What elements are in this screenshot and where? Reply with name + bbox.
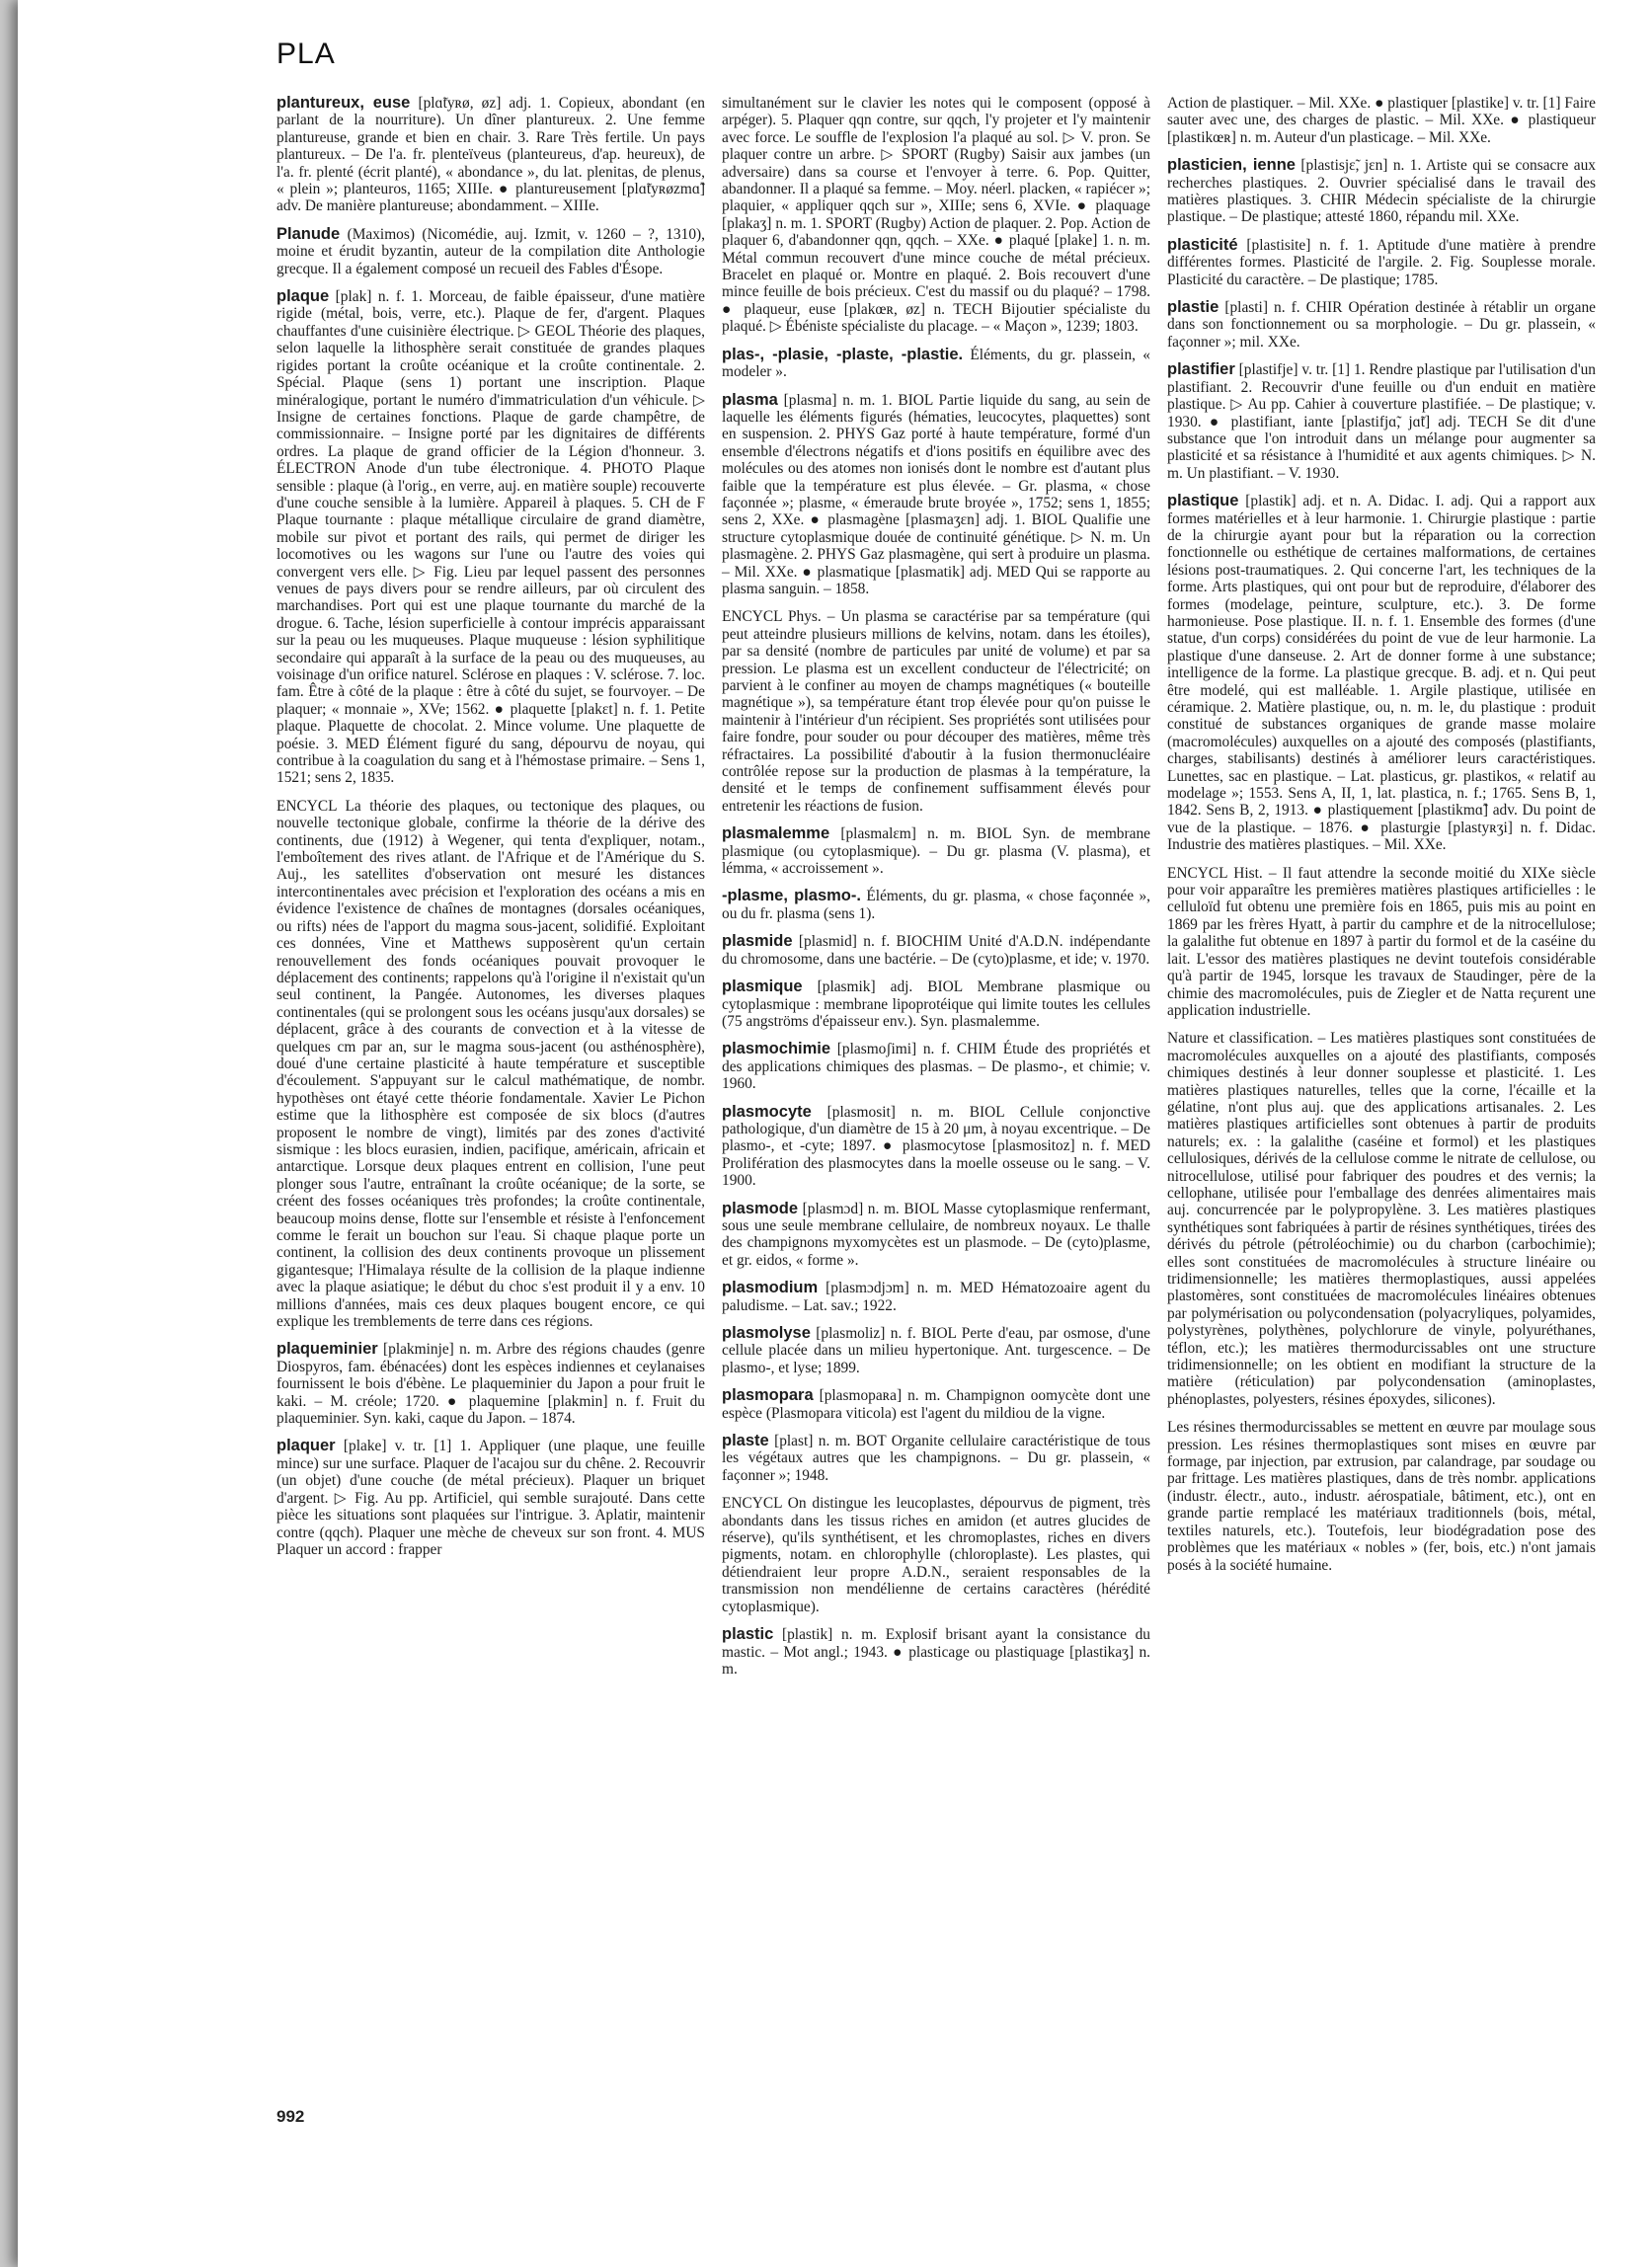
dictionary-entry <box>722 1626 1150 1678</box>
dictionary-entry <box>722 95 1150 336</box>
dictionary-entry <box>276 1341 705 1427</box>
entry-definition: [plake] v. tr. [1] 1. Appliquer (une plaque, une feuille mince) sur une surface. Plaquer de l'acajou sur du chêne. 2. Recouvrir (un objet) d'une couche (de métal précieux). Plaquer un briquet d'argent. ▷ Fig. Au pp. Artificiel, qui semble surajouté. Dans cette pièce les situations sont plaquées sur l'intrigue. 3. Aplatir, maintenir contre (qqch). Plaquer une mèche de cheveux sur son front. 4. MUS Plaquer un accord : frapper <box>276 1438 705 1558</box>
dictionary-entry <box>1167 1030 1596 1408</box>
entry-headword: plastic <box>722 1625 774 1644</box>
entry-definition: [plastifje] v. tr. [1] 1. Rendre plastique par l'utilisation d'un plastifiant. 2. Recouvrir d'une feuille ou d'un enduit en matière plastique. ▷ Au pp. Cahier à couverture plastifiée. – De plastique; v. 1930. ● plastifiant, iante [plastifjɑ̃, jɑ̃t] adj. TECH Se dit d'une substance que l'on introduit dans un mélange pour augmenter sa plasticité et sa résistance à l'humidité et aux agents chimiques. ▷ N. m. Un plastifiant. – V. 1930. <box>1167 361 1596 482</box>
dictionary-entry <box>722 1280 1150 1314</box>
dictionary-entry <box>722 1325 1150 1376</box>
dictionary-page <box>18 0 1652 2267</box>
dictionary-entry <box>1167 237 1596 288</box>
entry-headword: -plasme, plasmo-. <box>722 887 861 905</box>
entry-continuation: Les résines thermodurcissables se mettent en œuvre par moulage sous pression. Les résines thermoplastiques sont mises en œuvre par formage, par injection, par extrusion, par calandrage, par soudage ou par frittage. Les matières plastiques, dans de très nombr. applications (industr. électr., auto., industr. aérospatiale, bâtiment, etc.), ont en grande partie remplacé les matériaux traditionnels (bois, métal, textiles naturels, etc.). Toutefois, leur biodégradation pose des problèmes que les matériaux « nobles » (fer, bois, etc.) n'ont jamais posés à la société humaine. <box>1167 1419 1596 1574</box>
entry-continuation: Nature et classification. – Les matières plastiques sont constituées de macromolécules auxquelles on a ajouté des plastifiants, composés chimiques destinés à leur donner souplesse et plasticité. 1. Les matières plastiques naturelles, telles que la corne, l'écaille et la gélatine, n'ont plus auj. que des applications artisanales. 2. Les matières plastiques artificielles sont obtenues à partir de produits naturels; ex. : la galalithe (caséine et formol) et les plastiques cellulosiques, dérivés de la cellulose comme le nitrate de cellulose, ou nitrocellulose, utilisé pour fabriquer des poudres et des vernis; la cellophane, utilisée pour l'emballage des denrées alimentaires mais auj. concurrencée par le polypropylène. 3. Les matières plastiques synthétiques sont fabriquées à partir de résines synthétiques, tirées des dérivés du pétrole (pétroléochimie) ou du charbon (carbochimie); elles sont constituées de macromolécules à structure linéaire ou tridimensionnelle; les matières thermoplastiques, aussi appelées plastomères, sont constituées de macromolécules linéaires obtenues par polymérisation ou polycondensation (polyacryliques, polyamides, polystyrènes, polythènes, polychlorure de vinyle, polyuréthanes, téflon, etc.); les matières thermodurcissables ont une structure tridimensionnelle; on les obtient en modifiant la structure de la matière (réticulation) par polycondensation (aminoplastes, phénoplastes, polyesters, résines époxydes, silicones). <box>1167 1030 1596 1408</box>
entry-definition: [plasmoʃimi] n. f. CHIM Étude des propriétés et des applications chimiques des plasmas. – De plasmo-, et chimie; v. 1960. <box>722 1041 1150 1093</box>
dictionary-entry <box>276 288 705 787</box>
entry-continuation: simultanément sur le clavier les notes qui le composent (opposé à arpéger). 5. Plaquer qqn contre, sur qqch, l'y projeter et l'y maintenir avec force. Le souffle de l'explosion l'a plaqué au sol. ▷ V. pron. Se plaquer contre un arbre. ▷ SPORT (Rugby) Saisir aux jambes (un adversaire) dans sa course et l'envoyer à terre. 6. Pop. Quitter, abandonner. Il a plaqué sa femme. – Moy. néerl. placken, « rapiécer »; plaquier, « appliquer qqch sur », XIIIe; sens 6, XVIe. ● plaquage [plakaʒ] n. m. 1. SPORT (Rugby) Action de plaquer. 2. Pop. Action de plaquer 6, d'abandonner qqn, qqch. – XXe. ● plaqué [plake] 1. n. m. Métal commun recouvert d'une mince couche de métal précieux. Bracelet en plaqué or. Montre en plaqué. 2. Bois recouvert d'une mince feuille de bois précieux. C'est du massif ou du plaqué? – 1798. ● plaqueur, euse [plakœʀ, øz] n. TECH Bijoutier spécialiste du plaqué. ▷ Ébéniste spécialiste du placage. – « Maçon », 1239; 1803. <box>722 95 1150 336</box>
column-1 <box>276 95 705 1569</box>
dictionary-entry <box>276 226 705 277</box>
entry-definition: [plasmosit] n. m. BIOL Cellule conjonctive pathologique, d'un diamètre de 15 à 20 μm, à noyau excentrique. – De plasmo-, et -cyte; 1897. ● plasmocytose [plasmositoz] n. f. MED Prolifération des plasmocytes dans la moelle osseuse ou le sang. – V. 1900. <box>722 1103 1150 1190</box>
dictionary-entry <box>1167 361 1596 482</box>
dictionary-entry <box>1167 1419 1596 1574</box>
entry-headword: plaquer <box>276 1437 336 1455</box>
entry-headword: plasma <box>722 390 778 409</box>
entry-headword: plastique <box>1167 492 1239 510</box>
entry-definition: [plasma] n. m. 1. BIOL Partie liquide du sang, au sein de laquelle les éléments figurés (hématies, leucocytes, plaquettes) sont en suspension. 2. PHYS Gaz porté à haute température, formé d'un ensemble d'électrons négatifs et d'ions positifs en équilibre avec des molécules ou des atomes non ionisés dont le nombre est d'autant plus faible que la température est plus élevée. – Gr. plasma, « chose façonnée »; plasme, « émeraude brute broyée », 1752; sens 1, 1855; sens 2, XXe. ● plasmagène [plasmaʒɛn] adj. 1. BIOL Qualifie une structure cytoplasmique douée de continuité génétique. ▷ N. m. Un plasmagène. 2. PHYS Gaz plasmagène, qui sert à produire un plasma. – Mil. XXe. ● plasmatique [plasmatik] adj. MED Qui se rapporte au plasma sanguin. – 1858. <box>722 391 1150 597</box>
entry-definition: [plast] n. m. BOT Organite cellulaire caractéristique de tous les végétaux autres que les champignons. – Du gr. plassein, « façonner »; 1948. <box>722 1433 1150 1484</box>
entry-headword: plasmolyse <box>722 1324 811 1342</box>
running-head: PLA <box>276 38 336 70</box>
dictionary-entry <box>276 1438 705 1558</box>
entry-headword: plaque <box>276 287 330 306</box>
column-2 <box>722 95 1150 1688</box>
entry-headword: plasmique <box>722 977 803 996</box>
dictionary-entry <box>722 1433 1150 1484</box>
entry-definition: [plastik] adj. et n. A. Didac. I. adj. Qui a rapport aux formes matérielles et à leur harmonie. 1. Chirurgie plastique : partie de la chirurgie ayant pour but la réparation ou la correction fonctionnelle ou esthétique de certaines malformations, de certaines lésions post-traumatiques. 2. Qui concerne l'art, les techniques de la forme. Arts plastiques, qui ont pour but de reproduire, d'élaborer des formes (modelage, peinture, sculpture, etc.). 3. De forme harmonieuse. Pose plastique. II. n. f. 1. Ensemble des formes (d'une statue, d'un corps) considérées du point de vue de leur harmonie. La plastique d'une danseuse. 2. Art de donner forme à une substance; intelligence de la forme. La plastique grecque. B. adj. et n. Qui peut être modelé, qui est malléable. 1. Argile plastique, utilisée en céramique. 2. Matière plastique, ou, n. m. le, du plastique : produit constitué de substances organiques de grande masse molaire (macromolécules) auxquelles on a ajouté des composés (plastifiants, charges, stabilisants) destinés à améliorer leurs caractéristiques. Lunettes, sac en plastique. – Lat. plasticus, gr. plastikos, « relatif au modelage »; 1553. Sens A, II, 1, lat. plastica, n. f.; 1765. Sens B, 1, 1842. Sens B, 2, 1913. ● plastiquement [plastikmɑ̃] adv. Du point de vue de la plastique. – 1876. ● plasturgie [plastyʀʒi] n. f. Didac. Industrie des matières plastiques. – Mil. XXe. <box>1167 493 1596 854</box>
dictionary-entry <box>722 933 1150 968</box>
entry-continuation: ENCYCL On distingue les leucoplastes, dépourvus de pigment, très abondants dans les tissus riches en amidon (et autres glucides de réserve), qu'ils synthétisent, et les chromoplastes, riches en divers pigments, notam. en chlorophylle (chloroplaste). Les plastes, qui détiendraient leur propre A.D.N., seraient responsables de la transmission non mendélienne de certains caractères (hérédité cytoplasmique). <box>722 1495 1150 1615</box>
entry-definition: [plasti] n. f. CHIR Opération destinée à rétablir un organe dans son fonctionnement ou sa morphologie. – Du gr. plassein, « façonner »; mil. XXe. <box>1167 299 1596 351</box>
entry-definition: [plasmid] n. f. BIOCHIM Unité d'A.D.N. indépendante du chromosome, dans une bactérie. – De (cyto)plasme, et ide; v. 1970. <box>722 933 1150 968</box>
entry-continuation: Action de plastiquer. – Mil. XXe. ● plastiquer [plastike] v. tr. [1] Faire sauter avec une, des charges de plastic. – Mil. XXe. ● plastiqueur [plastikœʀ] n. m. Auteur d'un plasticage. – Mil. XXe. <box>1167 95 1596 146</box>
entry-headword: plasmodium <box>722 1279 819 1297</box>
entry-definition: [plasmopaʀa] n. m. Champignon oomycète dont une espèce (Plasmopara viticola) est l'agent du mildiou de la vigne. <box>722 1387 1150 1422</box>
entry-headword: Planude <box>276 224 341 243</box>
entry-continuation: ENCYCL Phys. – Un plasma se caractérise par sa température (qui peut atteindre plusieurs millions de kelvins, notam. dans les étoiles), par sa densité (nombre de particules par unité de volume) et par sa pression. Le plasma est un excellent conducteur de l'électricité; on parvient à le confiner au moyen de champs magnétiques (« bouteille magnétique »), sa température étant trop élevée pour qu'on puisse le maintenir à l'intérieur d'un récipient. Ses propriétés sont utilisées pour faire fondre, pour souder ou pour découper des matières, même très réfractaires. La possibilité d'aboutir à la fusion thermonucléaire contrôlée repose sur la production de plasmas à la température, la densité et le temps de confinement suffisamment élevés pour entretenir les réactions de fusion. <box>722 608 1150 815</box>
entry-headword: plantureux, euse <box>276 94 411 112</box>
column-3 <box>1167 95 1596 1585</box>
entry-definition: [plasmɔd] n. m. BIOL Masse cytoplasmique renfermant, sous une seule membrane cellulaire, de nombreux noyaux. Le thalle des champignons myxomycètes est un plasmode. – De (cyto)plasme, et gr. eidos, « forme ». <box>722 1200 1150 1269</box>
entry-continuation: ENCYCL Hist. – Il faut attendre la seconde moitié du XIXe siècle pour voir apparaître les premières matières plastiques artificielles : le celluloïd fut obtenu une première fois en 1865, puis mis au point en 1869 par les frères Hyatt, à partir du camphre et de la nitrocellulose; la galalithe fut obtenue en 1897 à partir du formol et de la caséine du lait. L'essor des matières plastiques ne devint toutefois considérable qu'à partir de 1945, lorsque les travaux de Staudinger, père de la chimie des macromolécules, puis de Ziegler et de Natta reçurent une application industrielle. <box>1167 864 1596 1019</box>
dictionary-entry <box>722 1104 1150 1190</box>
entry-definition: Éléments, du gr. plasma, « chose façonnée », ou du fr. plasma (sens 1). <box>722 888 1150 922</box>
entry-headword: plas-, -plasie, -plaste, -plastie. <box>722 345 964 363</box>
entry-definition: [plasmoliz] n. f. BIOL Perte d'eau, par osmose, d'une cellule placée dans un milieu hypertonique. Ant. turgescence. – De plasmo-, et lyse; 1899. <box>722 1325 1150 1376</box>
entry-definition: (Maximos) (Nicomédie, auj. Izmit, v. 1260 – ?, 1310), moine et érudit byzantin, auteur de la compilation dite Anthologie grecque. Il a également composé un recueil des Fables d'Ésope. <box>276 225 705 277</box>
entry-headword: plasmopara <box>722 1386 814 1405</box>
entry-headword: plasmocyte <box>722 1102 812 1121</box>
entry-definition: [plastik] n. m. Explosif brisant ayant la consistance du mastic. – Mot angl.; 1943. ● plasticage ou plastiquage [plastikaʒ] n. m. <box>722 1626 1150 1678</box>
dictionary-entry <box>1167 299 1596 351</box>
entry-definition: Éléments, du gr. plassein, « modeler ». <box>722 346 1150 381</box>
dictionary-entry <box>1167 157 1596 226</box>
entry-definition: [plastisite] n. f. 1. Aptitude d'une matière à prendre différentes formes. Plasticité de l'argile. 2. Fig. Souplesse morale. Plasticité du caractère. – De plastique; 1785. <box>1167 236 1596 288</box>
dictionary-entry <box>276 95 705 215</box>
entry-headword: plasticité <box>1167 235 1238 254</box>
entry-definition: [plasmɔdjɔm] n. m. MED Hématozoaire agent du paludisme. – Lat. sav.; 1922. <box>722 1280 1150 1314</box>
dictionary-entry <box>722 392 1150 598</box>
entry-definition: [plasmik] adj. BIOL Membrane plasmique ou cytoplasmique : membrane lipoprotéique qui limite toutes les cellules (75 angströms d'épaisseur env.). Syn. plasmalemme. <box>722 978 1150 1030</box>
entry-headword: plaste <box>722 1432 769 1450</box>
dictionary-entry <box>722 608 1150 815</box>
dictionary-entry <box>276 798 705 1331</box>
dictionary-entry <box>722 888 1150 922</box>
entry-headword: plaqueminier <box>276 1340 378 1359</box>
dictionary-entry <box>722 825 1150 877</box>
entry-definition: [plasmalɛm] n. m. BIOL Syn. de membrane plasmique (ou cytoplasmique). – Du gr. plasma (V. plasma), et lémma, « accroissement ». <box>722 825 1150 878</box>
dictionary-entry <box>722 1041 1150 1092</box>
dictionary-entry <box>722 1387 1150 1422</box>
entry-definition: [plastisjɛ̃, jɛn] n. 1. Artiste qui se consacre aux recherches plastiques. 2. Ouvrier spécialisé dans le travail des matières plastiques. 3. CHIR Médecin spécialiste de la chirurgie plastique. – De plastique; attesté 1860, répandu mil. XXe. <box>1167 157 1596 226</box>
dictionary-entry <box>722 978 1150 1030</box>
entry-headword: plasticien, ienne <box>1167 156 1296 175</box>
entry-headword: plastifier <box>1167 360 1235 379</box>
entry-headword: plasmalemme <box>722 824 830 843</box>
dictionary-entry <box>722 1495 1150 1615</box>
dictionary-entry <box>722 1201 1150 1270</box>
entry-continuation: ENCYCL La théorie des plaques, ou tectonique des plaques, ou nouvelle tectonique globale, confirme la théorie de la dérive des continents, due (1912) à Wegener, qui tenta d'expliquer, notam., l'emboîtement des rives atlant. de l'Afrique et de l'Amérique du S. Auj., les satellites d'observation ont mesuré les distances intercontinentales avec précision et l'exploration des océans a mis en évidence l'existence de chaînes de montagnes (dorsales océaniques, ou rifts) nées de l'apport du magma sous-jacent, solidifié. Exploitant ces données, Vine et Matthews supposèrent qu'un certain renouvellement des fonds océaniques pouvait provoquer le déplacement des continents; rappelons qu'à l'origine il n'existait qu'un seul continent, la Pangée. Autonomes, les diverses plaques continentales (qui se prolongent sous les océans jusqu'aux dorsales) se déplacent, grâce à des courants de convection et à la vitesse de quelques cm par an, sur le magma sous-jacent (ou asthénosphère), doué d'une certaine plasticité à haute température et susceptible d'écoulement. S'appuyant sur le calcul mathématique, de nombr. hypothèses ont étayé cette théorie fondamentale. Xavier Le Pichon estime que la lithosphère est composée de six blocs (d'autres proposent le nombre de vingt), limités par des zones d'activité sismique : les blocs eurasien, indien, pacifique, américain, africain et antarctique. Lorsque deux plaques entrent en collision, l'une peut plonger sous l'autre, entraînant la croûte océanique; de la sorte, se créent des fosses océaniques très profondes; la croûte continentale, beaucoup moins dense, flotte sur l'ensemble et résiste à l'enfoncement comme le ferait un bouchon sur l'eau. Si chaque plaque porte un continent, la collision des deux continents provoque un plissement gigantesque; l'Himalaya résulte de la collision de la plaque indienne avec la plaque asiatique; le début du choc s'est produit il y a env. 10 millions d'années, mais ces deux plaques bougent encore, ce qui explique les tremblements de terre dans ces régions. <box>276 797 705 1331</box>
entry-definition: [plɑ̃tyʀø, øz] adj. 1. Copieux, abondant (en parlant de la nourriture). Un dîner plantureux. 2. Une femme plantureuse, grande et bien en chair. 3. Rare Très fertile. Un pays plantureux. – De l'a. fr. plenteïveus (planteureus, d'ap. heureux), de l'a. fr. plenté (écrit planté), « abondance », du lat. plenitas, de plenus, « plein »; planteuros, 1165; XIIIe. ● plantureusement [plɑ̃tyʀøzmɑ̃] adv. De manière plantureuse; abondamment. – XIIIe. <box>276 95 705 215</box>
entry-headword: plasmode <box>722 1199 799 1217</box>
dictionary-entry <box>722 347 1150 381</box>
dictionary-entry <box>1167 493 1596 854</box>
entry-headword: plasmochimie <box>722 1040 831 1058</box>
dictionary-entry <box>1167 865 1596 1020</box>
entry-headword: plastie <box>1167 298 1219 317</box>
entry-headword: plasmide <box>722 932 793 951</box>
entry-definition: [plak] n. f. 1. Morceau, de faible épaisseur, d'une matière rigide (métal, bois, verre, etc.). Plaque de fer, d'argent. Plaques chauffantes d'une cuisinière électrique. ▷ GEOL Théorie des plaques, selon laquelle la lithosphère serait constituée de grandes plaques rigides portant la croûte océanique et la croûte continentale. 2. Spécial. Plaque (sens 1) portant une inscription. Plaque minéralogique, portant le numéro d'immatriculation d'un véhicule. ▷ Insigne de certaines fonctions. Plaque de garde champêtre, de commissionnaire. – Insigne porté par les dignitaires de différents ordres. La plaque de grand officier de la Légion d'honneur. 3. ÉLECTRON Anode d'un tube électronique. 4. PHOTO Plaque sensible : plaque (à l'orig., en verre, auj. en matière souple) recouverte d'une couche sensible à la lumière. Appareil à plaques. 5. CH de F Plaque tournante : plaque métallique circulaire de grand diamètre, mobile sur pivot et portant des rails, qui permet de diriger les locomotives ou les wagons sur l'une ou l'autre des voies qui convergent vers elle. ▷ Fig. Lieu par lequel passent des personnes venues de pays divers pour se rendre ailleurs, par où circulent des marchandises. Port qui est une plaque tournante du marché de la drogue. 6. Tache, lésion superficielle à contour imprécis apparaissant sur la peau ou les muqueuses. Plaque muqueuse : lésion syphilitique secondaire qui apparaît à la surface de la peau ou des muqueuses, au voisinage d'un orifice naturel. Sclérose en plaques : V. sclérose. 7. loc. fam. Être à côté de la plaque : être à côté du sujet, se fourvoyer. – De plaquer; « monnaie », XVe; 1562. ● plaquette [plakɛt] n. f. 1. Petite plaque. Plaquette de chocolat. 2. Mince volume. Une plaquette de poésie. 3. MED Élément figuré du sang, dépourvu de noyau, qui contribue à la coagulation du sang et à l'hémostase primaire. – Sens 1, 1521; sens 2, 1835. <box>276 288 705 787</box>
entry-definition: [plakminje] n. m. Arbre des régions chaudes (genre Diospyros, fam. ébénacées) dont les espèces indiennes et ceylanaises fournissent le bois d'ébène. Le plaqueminier du Japon a pour fruit le kaki. – M. créole; 1720. ● plaquemine [plakmin] n. f. Fruit du plaqueminier. Syn. kaki, caque du Japon. – 1874. <box>276 1341 705 1428</box>
page-number: 992 <box>276 2107 305 2126</box>
dictionary-entry <box>1167 95 1596 146</box>
